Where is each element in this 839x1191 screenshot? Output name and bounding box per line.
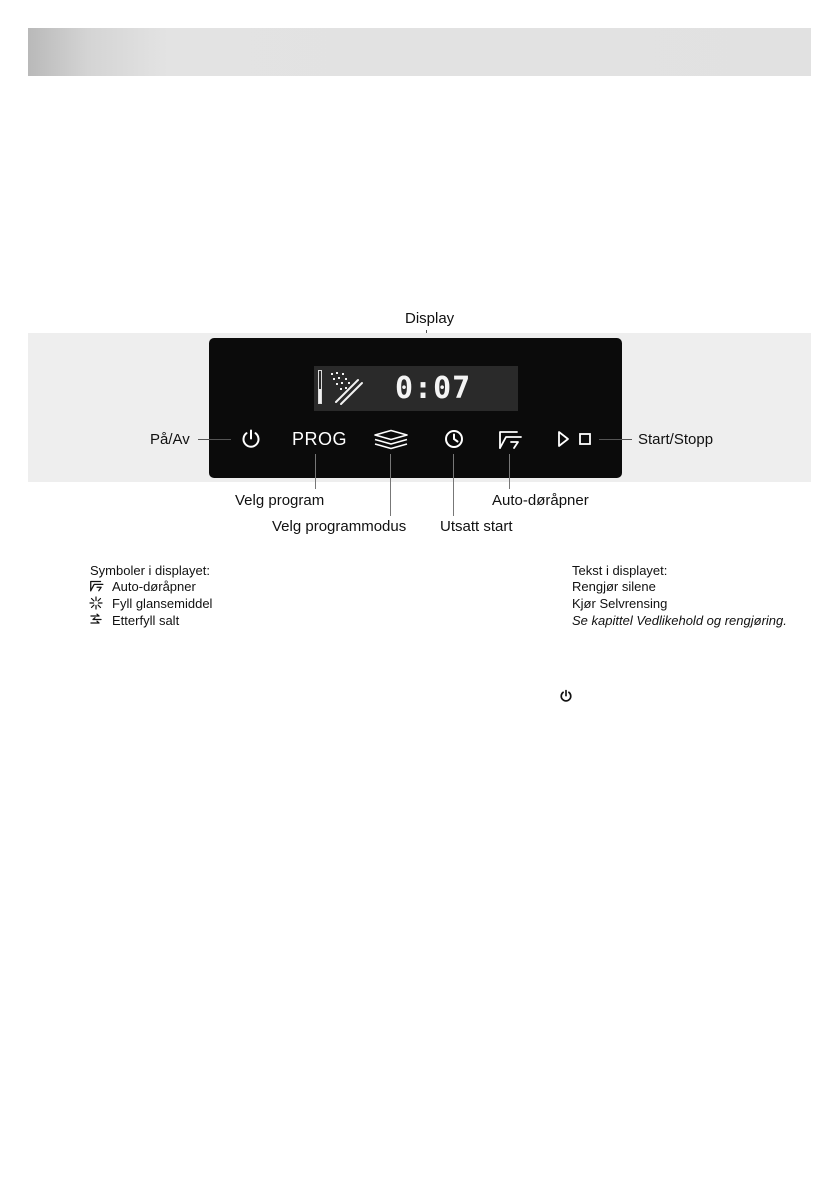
auto-door-leader-line: [509, 454, 510, 489]
program-mode-icon: [373, 429, 409, 451]
power-icon: [240, 428, 262, 450]
stop-icon: [580, 434, 590, 444]
auto-door-label: Auto-døråpner: [492, 492, 589, 509]
symbols-heading: Symboler i displayet:: [90, 563, 210, 578]
text-section-note: Se kapittel Vedlikehold og rengjøring.: [572, 613, 787, 628]
on-off-label: På/Av: [150, 431, 190, 448]
salt-icon: [89, 613, 103, 626]
symbol-label-salt: Etterfyll salt: [112, 613, 180, 628]
on-off-leader-line: [198, 439, 231, 440]
start-stop-leader-line: [599, 439, 632, 440]
spray-arm-icon: [328, 370, 364, 406]
play-icon: [559, 432, 568, 446]
symbol-label-auto-door: Auto-døråpner: [112, 579, 196, 594]
start-stop-button[interactable]: [557, 430, 595, 448]
prog-button[interactable]: PROG: [292, 429, 348, 449]
auto-door-button[interactable]: [497, 428, 523, 450]
symbol-label-rinse-aid: Fyll glansemiddel: [112, 596, 213, 611]
text-line-clean-filters: Rengjør silene: [572, 579, 656, 594]
program-mode-leader-line: [390, 454, 391, 516]
header-bar: [28, 28, 811, 76]
display-label: Display: [405, 310, 455, 327]
power-button[interactable]: [240, 428, 262, 450]
rinse-aid-icon: [89, 596, 103, 610]
power-icon: [559, 689, 573, 703]
select-program-mode-label: Velg programmodus: [272, 518, 407, 535]
text-section-heading: Tekst i displayet:: [572, 563, 668, 578]
start-stop-label: Start/Stopp: [638, 431, 714, 448]
lcd-level-bar-fill: [319, 389, 321, 403]
display-time: 0:07: [395, 371, 472, 406]
select-program-label: Velg program: [235, 492, 325, 509]
delay-start-label: Utsatt start: [440, 518, 513, 535]
delay-start-button[interactable]: [443, 428, 465, 450]
prog-leader-line: [315, 454, 316, 489]
symbol-auto-door-icon: [89, 579, 104, 592]
clock-icon: [443, 428, 465, 450]
program-mode-button[interactable]: [373, 429, 409, 451]
text-line-self-clean: Kjør Selvrensing: [572, 596, 668, 611]
delay-start-leader-line: [453, 454, 454, 516]
auto-door-icon: [497, 428, 523, 450]
